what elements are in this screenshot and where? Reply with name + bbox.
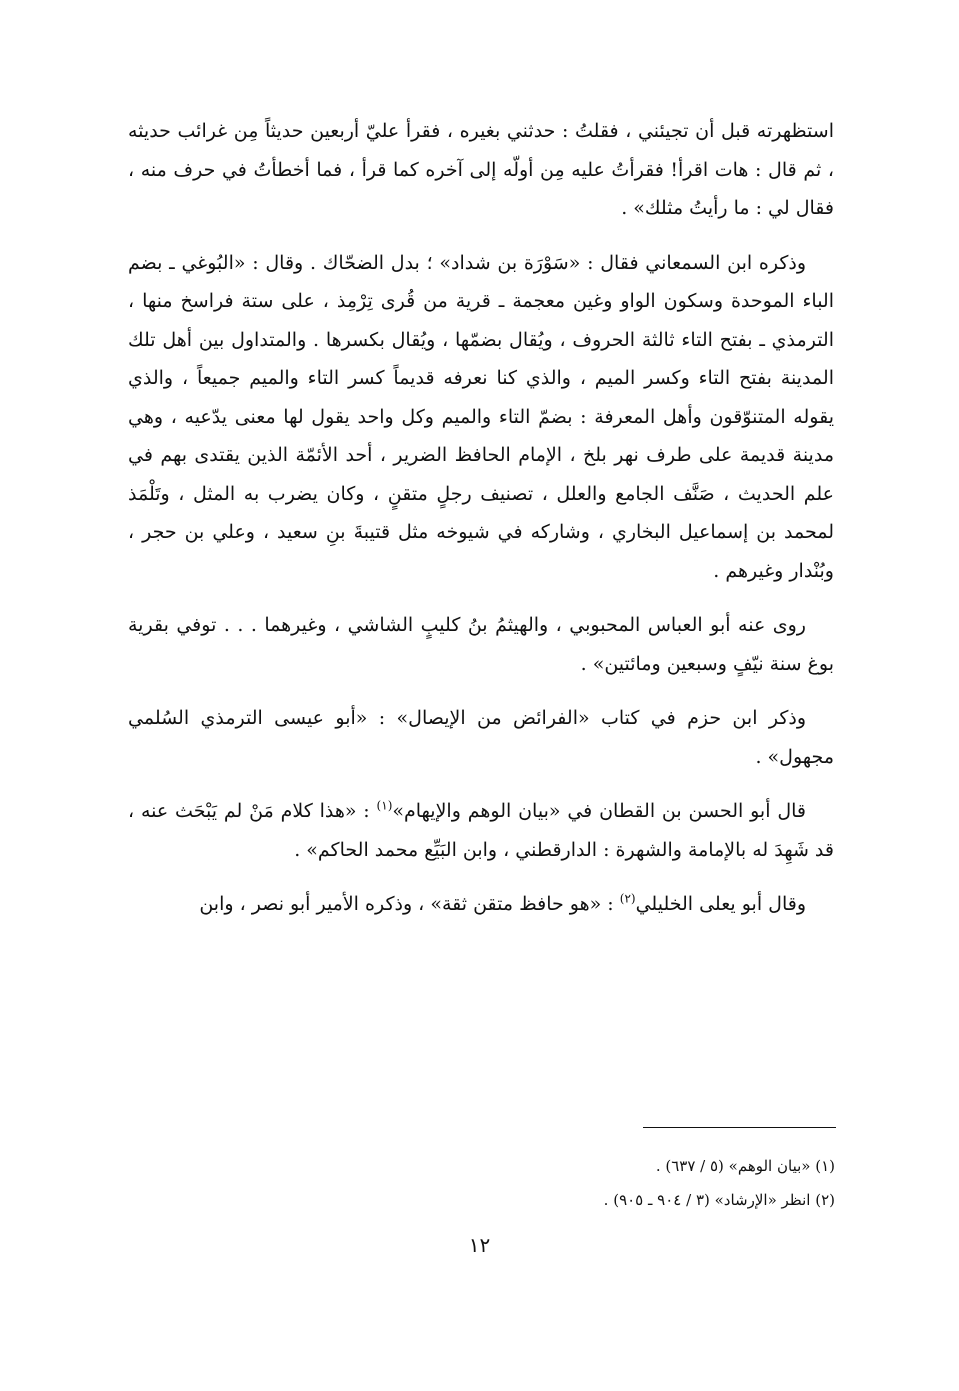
paragraph-5-text-before: قال أبو الحسن بن القطان في «بيان الوهم والإيهام» bbox=[392, 800, 806, 822]
paragraph-5 bbox=[128, 792, 834, 869]
paragraph-2: وذكره ابن السمعاني فقال : «سَوْرَة بن شداد» ؛ بدل الضحّاك . وقال : «البُوغي ـ بضم الباء الموحدة وسكون الواو وغين معجمة ـ قرية من قُرى تِرْمِذ ، على ستة فراسخ منها ، الترمذي ـ بفتح التاء ثالثة الحروف ، ويُقال بضمّها ، ويُقال بكسرها . والمتداول بين أهل تلك المدينة بفتح التاء وكسر الميم ، والذي كنا نعرفه قديماً كسر التاء والميم جميعاً ، والذي يقوله المتنوّقون وأهل المعرفة : بضمّ التاء والميم وكل واحد يقول لها معنى يدّعيه ، وهي مدينة قديمة على طرف نهر بلخ ، الإمام الحافظ الضرير ، أحد الأئمّة الذين يقتدى بهم في علم الحديث ، صَنَّف الجامع والعلل ، تصنيف رجلٍ متقنٍ ، وكان يضرب به المثل ، وتَلْمَذ لمحمد بن إسماعيل البخاري ، وشاركه في شيوخه مثل قتيبةَ بنِ سعيد ، وعلي بن حجر ، وبُنْدار وغيرهم . bbox=[128, 251, 834, 582]
paragraph-6-text-after: : «هو حافظ متقن ثقة» ، وذكره الأمير أبو نصر ، وابن bbox=[199, 893, 620, 915]
footnote-2: (٢) انظر «الإرشاد» (٣ / ٩٠٤ ـ ٩٠٥) . bbox=[603, 1191, 835, 1209]
paragraph-6-text-before: وقال أبو يعلى الخليلي bbox=[635, 893, 806, 915]
main-text bbox=[128, 112, 834, 940]
page-number: ١٢ bbox=[468, 1233, 491, 1257]
paragraph-5-text-after: : «هذا كلام مَنْ لم يَبْحَث عنه ، قد شَهِدَ له بالإمامة والشهرة : الدارقطني ، وابن البَيِّع محمد الحاكم» . bbox=[128, 800, 834, 861]
paragraph-6 bbox=[128, 885, 834, 924]
footnotes bbox=[335, 1149, 835, 1217]
paragraph-4: وذكر ابن حزم في كتاب «الفرائض من الإيصال» : «أبو عيسى الترمذي السُلمي مجهول» . bbox=[128, 707, 834, 768]
footnote-ref-2: (٢) bbox=[619, 891, 636, 906]
footnote-separator bbox=[643, 1127, 836, 1128]
paragraph-3: روى عنه أبو العباس المحبوبي ، والهيثمُ بنُ كليبٍ الشاشي ، وغيرهما . . . توفي بقرية بوغ سنة نيّفٍ وسبعين ومائتين» . bbox=[128, 614, 834, 675]
footnote-1: (١) «بيان الوهم» (٥ / ٦٣٧) . bbox=[655, 1157, 835, 1175]
footnote-ref-1: (١) bbox=[376, 798, 393, 813]
paragraph-1: استظهرته قبل أن تجيئني ، فقلتُ : حدثني بغيره ، فقرأ عليّ أربعين حديثاً مِن غرائب حديثه ، ثم قال : هات اقرأ! فقرأتُ عليه مِن أولّه إلى آخره كما قرأ ، فما أخطأتُ في حرف منه ، فقال لي : ما رأيتُ مثلك» . bbox=[128, 120, 834, 219]
